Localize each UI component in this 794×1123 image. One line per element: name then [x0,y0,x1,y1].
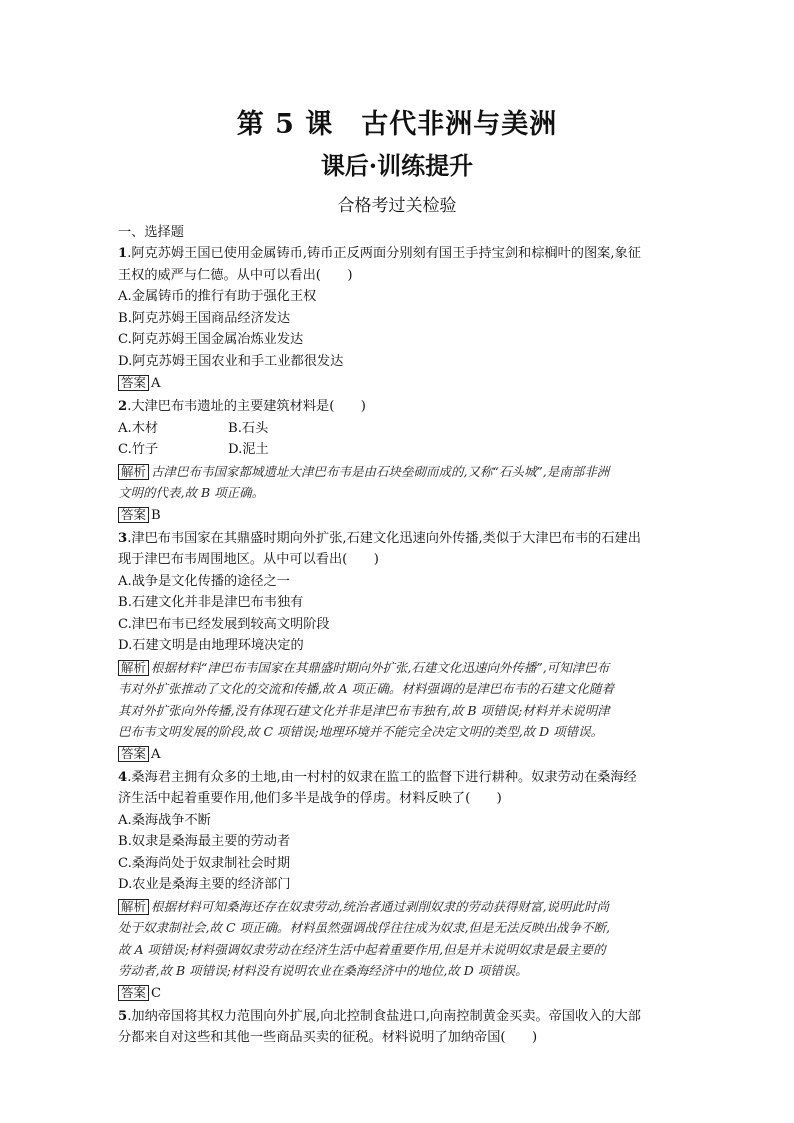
answer-tag: 答案 [118,985,149,1001]
question-stem: 分都来自对这些和其他一些商品买卖的征税。材料说明了加纳帝国( ) [118,1030,538,1045]
answer-value: C [151,985,162,1001]
question-number: 5 [118,1008,128,1024]
option-c: C.阿克苏姆王国金属冶炼业发达 [118,332,304,347]
question-3 [118,528,678,766]
question-number: 3 [118,530,128,546]
option-b: B.石头 [228,420,269,436]
option-a: A.桑海战争不断 [118,812,211,828]
option-d: D.石建文明是由地理环境决定的 [118,638,304,653]
question-stem: .桑海君主拥有众多的土地,由一村村的奴隶在监工的监督下进行耕种。奴隶劳动在桑海经 [127,769,637,785]
question-stem: .津巴布韦国家在其鼎盛时期向外扩张,石建文化迅速向外传播,类似于大津巴布韦的石建出 [127,530,641,546]
answer-value: A [151,746,161,762]
lesson-title: 第 5 课 古代非洲与美洲 [236,109,558,140]
question-list [118,222,678,1049]
category-heading: 一、选择题 [118,225,184,240]
question-stem: .大津巴布韦遗址的主要建筑材料是( ) [127,399,366,414]
option-c: C.津巴布韦已经发展到较高文明阶段 [118,616,330,632]
option-b: B.奴隶是桑海最主要的劳动者 [118,834,291,849]
question-4 [118,767,678,1005]
answer-tag: 答案 [118,375,149,391]
question-1 [118,243,678,395]
option-a: A.金属铸币的推行有助于强化王权 [118,289,317,304]
explanation-tag: 解析 [118,899,149,915]
option-b: B.石建文化并非是津巴布韦独有 [118,595,304,610]
answer-value: A [151,376,161,391]
section-heading: 合格考过关检验 [337,196,457,216]
question-stem: .阿克苏姆王国已使用金属铸币,铸币正反两面分别刻有国王手持宝剑和棕榈叶的图案,象征 [127,246,641,261]
option-d: D.泥土 [228,442,269,457]
question-number: 2 [118,399,128,414]
question-number: 1 [118,246,128,261]
option-d: D.阿克苏姆王国农业和手工业都很发达 [118,353,344,369]
answer-line [118,373,678,395]
question-stem: 现于津巴布韦周围地区。从中可以看出( ) [118,552,379,567]
explanation: 解析 古津巴布韦国家都城遗址大津巴布韦是由石块垒砌而成的,又称“石头城”,是南部非洲 文明的代表,故 B 项正确。 [118,463,610,500]
lesson-subtitle: 课后·训练提升 [320,151,474,180]
explanation: 解析 根据材料可知桑海还存在奴隶劳动,统治者通过剥削奴隶的劳动获得财富,说明此时尚 处于奴隶制社会,故 C 项正确。材料虽然强调战俘往往成为奴隶,但是无法反映出战争不断, 故 A 项错误;材料强调奴隶劳动在经济生活中起着重要作用,但是并未说明奴隶是最主要的 劳动者,故 B 项错误;材料没有说明农业在桑海经济中的地位,故 D 项错误。 [118,898,610,978]
answer-tag: 答案 [118,746,149,762]
answer-line [118,983,678,1005]
option-d: D.农业是桑海主要的经济部门 [118,877,291,892]
question-stem: 王权的威严与仁德。从中可以看出( ) [118,267,353,283]
option-a: A.木材 [118,420,159,436]
explanation-tag: 解析 [118,464,149,480]
option-a: A.战争是文化传播的途径之一 [118,573,290,589]
answer-value: B [151,507,161,523]
question-number: 4 [118,769,128,785]
option-c: C.桑海尚处于奴隶制社会时期 [118,855,291,871]
question-5 [118,1006,678,1049]
option-c: C.竹子 [118,442,159,457]
answer-tag: 答案 [118,507,149,523]
answer-line [118,505,678,527]
explanation-tag: 解析 [118,660,149,676]
option-b: B.阿克苏姆王国商品经济发达 [118,310,291,326]
explanation: 解析 根据材料“津巴布韦国家在其鼎盛时期向外扩张,石建文化迅速向外传播”,可知津巴布 韦对外扩张推动了文化的交流和传播,故 A 项正确。材料强调的是津巴布韦的石建文化随着 其对外扩张向外传播,没有体现石建文化并非是津巴布韦独有,故 B 项错误;材料并未说明津 巴布韦文明发展的阶段,故 C 项错误;地理环境并不能完全决定文明的类型,故 D 项错误。 [118,659,614,739]
question-stem: .加纳帝国将其权力范围向外扩展,向北控制食盐进口,向南控制黄金买卖。帝国收入的大部 [127,1008,641,1024]
question-2 [118,396,678,527]
answer-line [118,744,678,766]
question-stem: 济生活中起着重要作用,他们多半是战争的俘虏。材料反映了( ) [118,791,502,806]
